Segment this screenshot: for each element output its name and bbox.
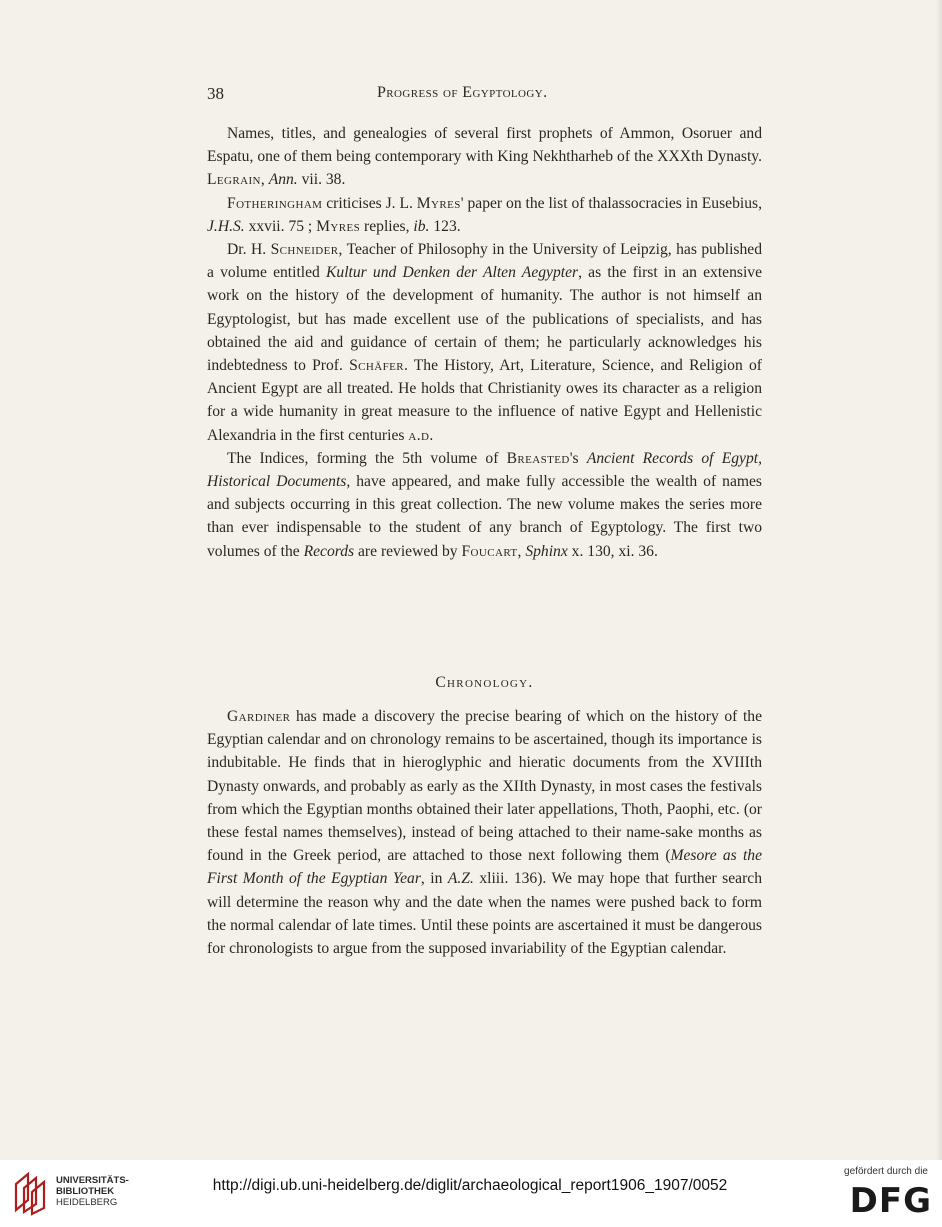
running-title: Progress of Egyptology. bbox=[377, 84, 548, 101]
paragraph-fotheringham: Fotheringham criticises J. L. Myres' paper on the list of thalassocracies in Eusebius, J.H.S. xxvii. 75 ; Myres replies, ib. 123. bbox=[207, 194, 762, 235]
viewer-footer bbox=[0, 1160, 942, 1227]
university-library-name: UNIVERSITÄTS- BIBLIOTHEK HEIDELBERG bbox=[56, 1175, 129, 1208]
university-library-logo-icon bbox=[10, 1170, 50, 1216]
section-heading-chronology: Chronology. bbox=[435, 674, 534, 691]
running-head bbox=[207, 84, 762, 106]
permalink-url[interactable]: http://digi.ub.uni-heidelberg.de/diglit/archaeological_report1906_1907/0052 bbox=[212, 1177, 728, 1194]
sponsor-label: gefördert durch die bbox=[844, 1166, 928, 1177]
paragraph-schneider: Dr. H. Schneider, Teacher of Philosophy in the University of Leipzig, has published a volume entitled Kultur und Denken der Alten Aegypter, as the first in an extensive work on the history of the development of humanity. The author is not himself an Egyptologist, but has made excellent use of the publications of specialists, and has obtained the aid and guidance of certain of them; he particularly acknowledges his indebtedness to Prof. Schäfer. The History, Art, Literature, Science, and Religion of Ancient Egypt are all treated. He holds that Christianity owes its character as a religion for a wide humanity in great measure to the influence of native Egypt and Hellenistic Alexandria in the first centuries a.d. bbox=[207, 241, 763, 444]
dfg-logo: DFG bbox=[849, 1181, 932, 1221]
paragraph-legrain: Names, titles, and genealogies of several first prophets of Ammon, Osoruer and Espatu, one of them being contemporary with King Nekhtharheb of the XXXth Dynasty. Legrain, Ann. vii. 38. bbox=[207, 125, 762, 189]
body-text-chronology bbox=[207, 705, 762, 960]
paragraph-gardiner: Gardiner has made a discovery the precise bearing of which on the history of the Egyptian calendar and on chronology remains to be ascertained, though its importance is indubitable. He finds that in hieroglyphic and hieratic documents from the XVIIIth Dynasty onwards, and probably as early as the XIIth Dynasty, in most cases the festivals from which the Egyptian months obtained their later appellations, Thoth, Paophi, etc. (or these festal names themselves), instead of being attached to their name-sake months as found in the Greek period, are attached to those next following them (Mesore as the First Month of the Egyptian Year, in A.Z. xliii. 136). We may hope that further search will determine the reason why and the date when the names were pushed back to form the normal calendar of late times. Until these points are ascertained it must be dangerous for chronologists to argue from the supposed invariability of the Egyptian calendar. bbox=[207, 708, 763, 958]
paragraph-breasted: The Indices, forming the 5th volume of Breasted's Ancient Records of Egypt, Historical Documents, have appeared, and make fully accessible the wealth of names and subjects occurring in this great collection. The new volume makes the series more than ever indispensable to the student of any branch of Egyptology. The first two volumes of the Records are reviewed by Foucart, Sphinx x. 130, xi. 36. bbox=[207, 449, 762, 560]
page-number: 38 bbox=[207, 84, 224, 103]
body-text-top bbox=[207, 122, 762, 563]
